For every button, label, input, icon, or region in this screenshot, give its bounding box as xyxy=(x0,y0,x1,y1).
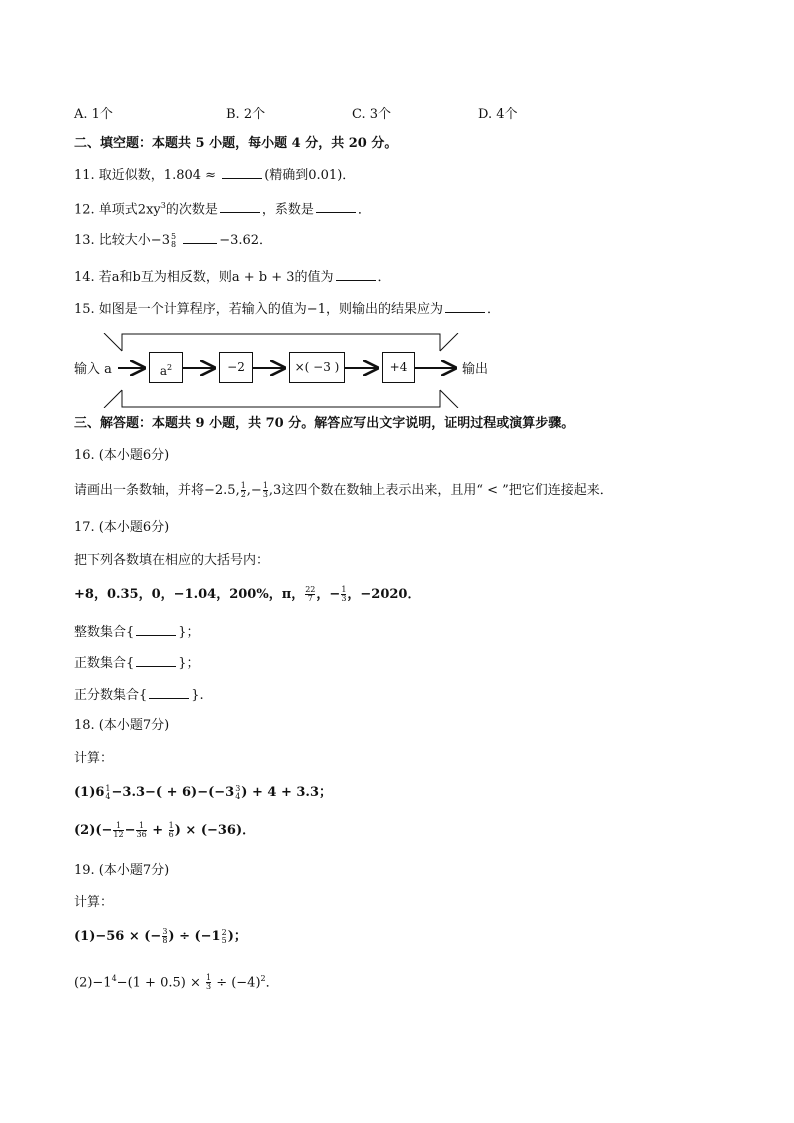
answer-blank xyxy=(136,623,176,636)
question-13: 13. 比较大小−3 5 8 −3.62． xyxy=(74,231,273,249)
question-17-numbers: +8，0.35，0，−1.04，200%，π， $\frac{22}{7}$ ，− $\frac{1}{3}$ ，−2020． xyxy=(74,585,421,603)
answer-blank xyxy=(445,300,485,313)
question-15: 15. 如图是一个计算程序，若输入的值为−1，则输出的结果应为 ． xyxy=(74,302,500,317)
section-3-heading: 三、解答题：本题共 9 小题，共 70 分。解答应写出文字说明，证明过程或演算步骤。 xyxy=(74,416,575,431)
question-19-part-1: (1)−56 × (− $\frac{3}{8}$ ) ÷ (−1 2 5 )； xyxy=(74,927,247,945)
choice-b: B. 2个 xyxy=(226,107,266,122)
step-box-minus-2: −2 xyxy=(219,352,253,383)
question-12: 12. 单项式$2xy^3$的次数是 ，系数是 ． xyxy=(74,201,371,218)
question-18-part-1: (1)6 1 4 −3.3−( + 6)−(−3 3 4 ) + 4 + 3.3； xyxy=(74,783,332,801)
integer-set: 整数集合{ }； xyxy=(74,625,200,640)
question-16-body: 请画出一条数轴，并将−2.5, $\frac{1}{2}$ ,− $\frac{1}{3}$ ,3这四个数在数轴上表示出来，且用“ < ”把它们连接起来． xyxy=(74,481,613,499)
answer-blank xyxy=(183,231,217,244)
question-18-calc: 计算： xyxy=(74,751,114,766)
choice-a: A. 1个 xyxy=(74,107,113,122)
answer-blank xyxy=(336,268,376,281)
question-18-part-2: (2)(− $\frac{1}{12}$ − $\frac{1}{36}$ + $\frac{1}{6}$ ) × (−36)． xyxy=(74,821,256,839)
section-2-heading: 二、填空题：本题共 5 小题，每小题 4 分，共 20 分。 xyxy=(74,136,398,151)
step-box-square: $a^2$ xyxy=(149,352,183,383)
question-17-intro: 把下列各数填在相应的大括号内： xyxy=(74,553,270,568)
diagram-frame xyxy=(72,333,502,408)
choice-c: C. 3个 xyxy=(352,107,392,122)
answer-blank xyxy=(220,200,260,213)
step-box-times-minus-3: ×( −3 ) xyxy=(289,352,345,383)
question-16-heading: 16. (本小题6分) xyxy=(74,448,170,463)
positive-fraction-set: 正分数集合{ }. xyxy=(74,688,204,703)
diagram-output-label: 输出 xyxy=(462,362,489,377)
choice-d: D. 4个 xyxy=(478,107,518,122)
question-18-heading: 18. (本小题7分) xyxy=(74,718,170,733)
positive-set: 正数集合{ }； xyxy=(74,656,200,671)
question-11: 11. 取近似数，1.804 ≈ (精确到0.01)． xyxy=(74,168,356,183)
question-14: 14. 若a和b互为相反数，则a + b + 3的值为 ． xyxy=(74,270,391,285)
diagram-input-label: 输入 a xyxy=(74,362,112,377)
calculation-program-diagram xyxy=(72,333,502,408)
step-box-plus-4: +4 xyxy=(382,352,415,383)
answer-blank xyxy=(149,686,189,699)
answer-blank xyxy=(316,200,356,213)
question-19-calc: 计算： xyxy=(74,895,114,910)
answer-blank xyxy=(136,654,176,667)
answer-blank xyxy=(222,166,262,179)
question-19-heading: 19. (本小题7分) xyxy=(74,863,170,878)
question-17-heading: 17. (本小题6分) xyxy=(74,520,170,535)
question-19-part-2: $(2)-1^4-(1 + 0.5)$ × $\frac{1}{3}$ ÷ $(-4)^2$． xyxy=(74,973,279,992)
